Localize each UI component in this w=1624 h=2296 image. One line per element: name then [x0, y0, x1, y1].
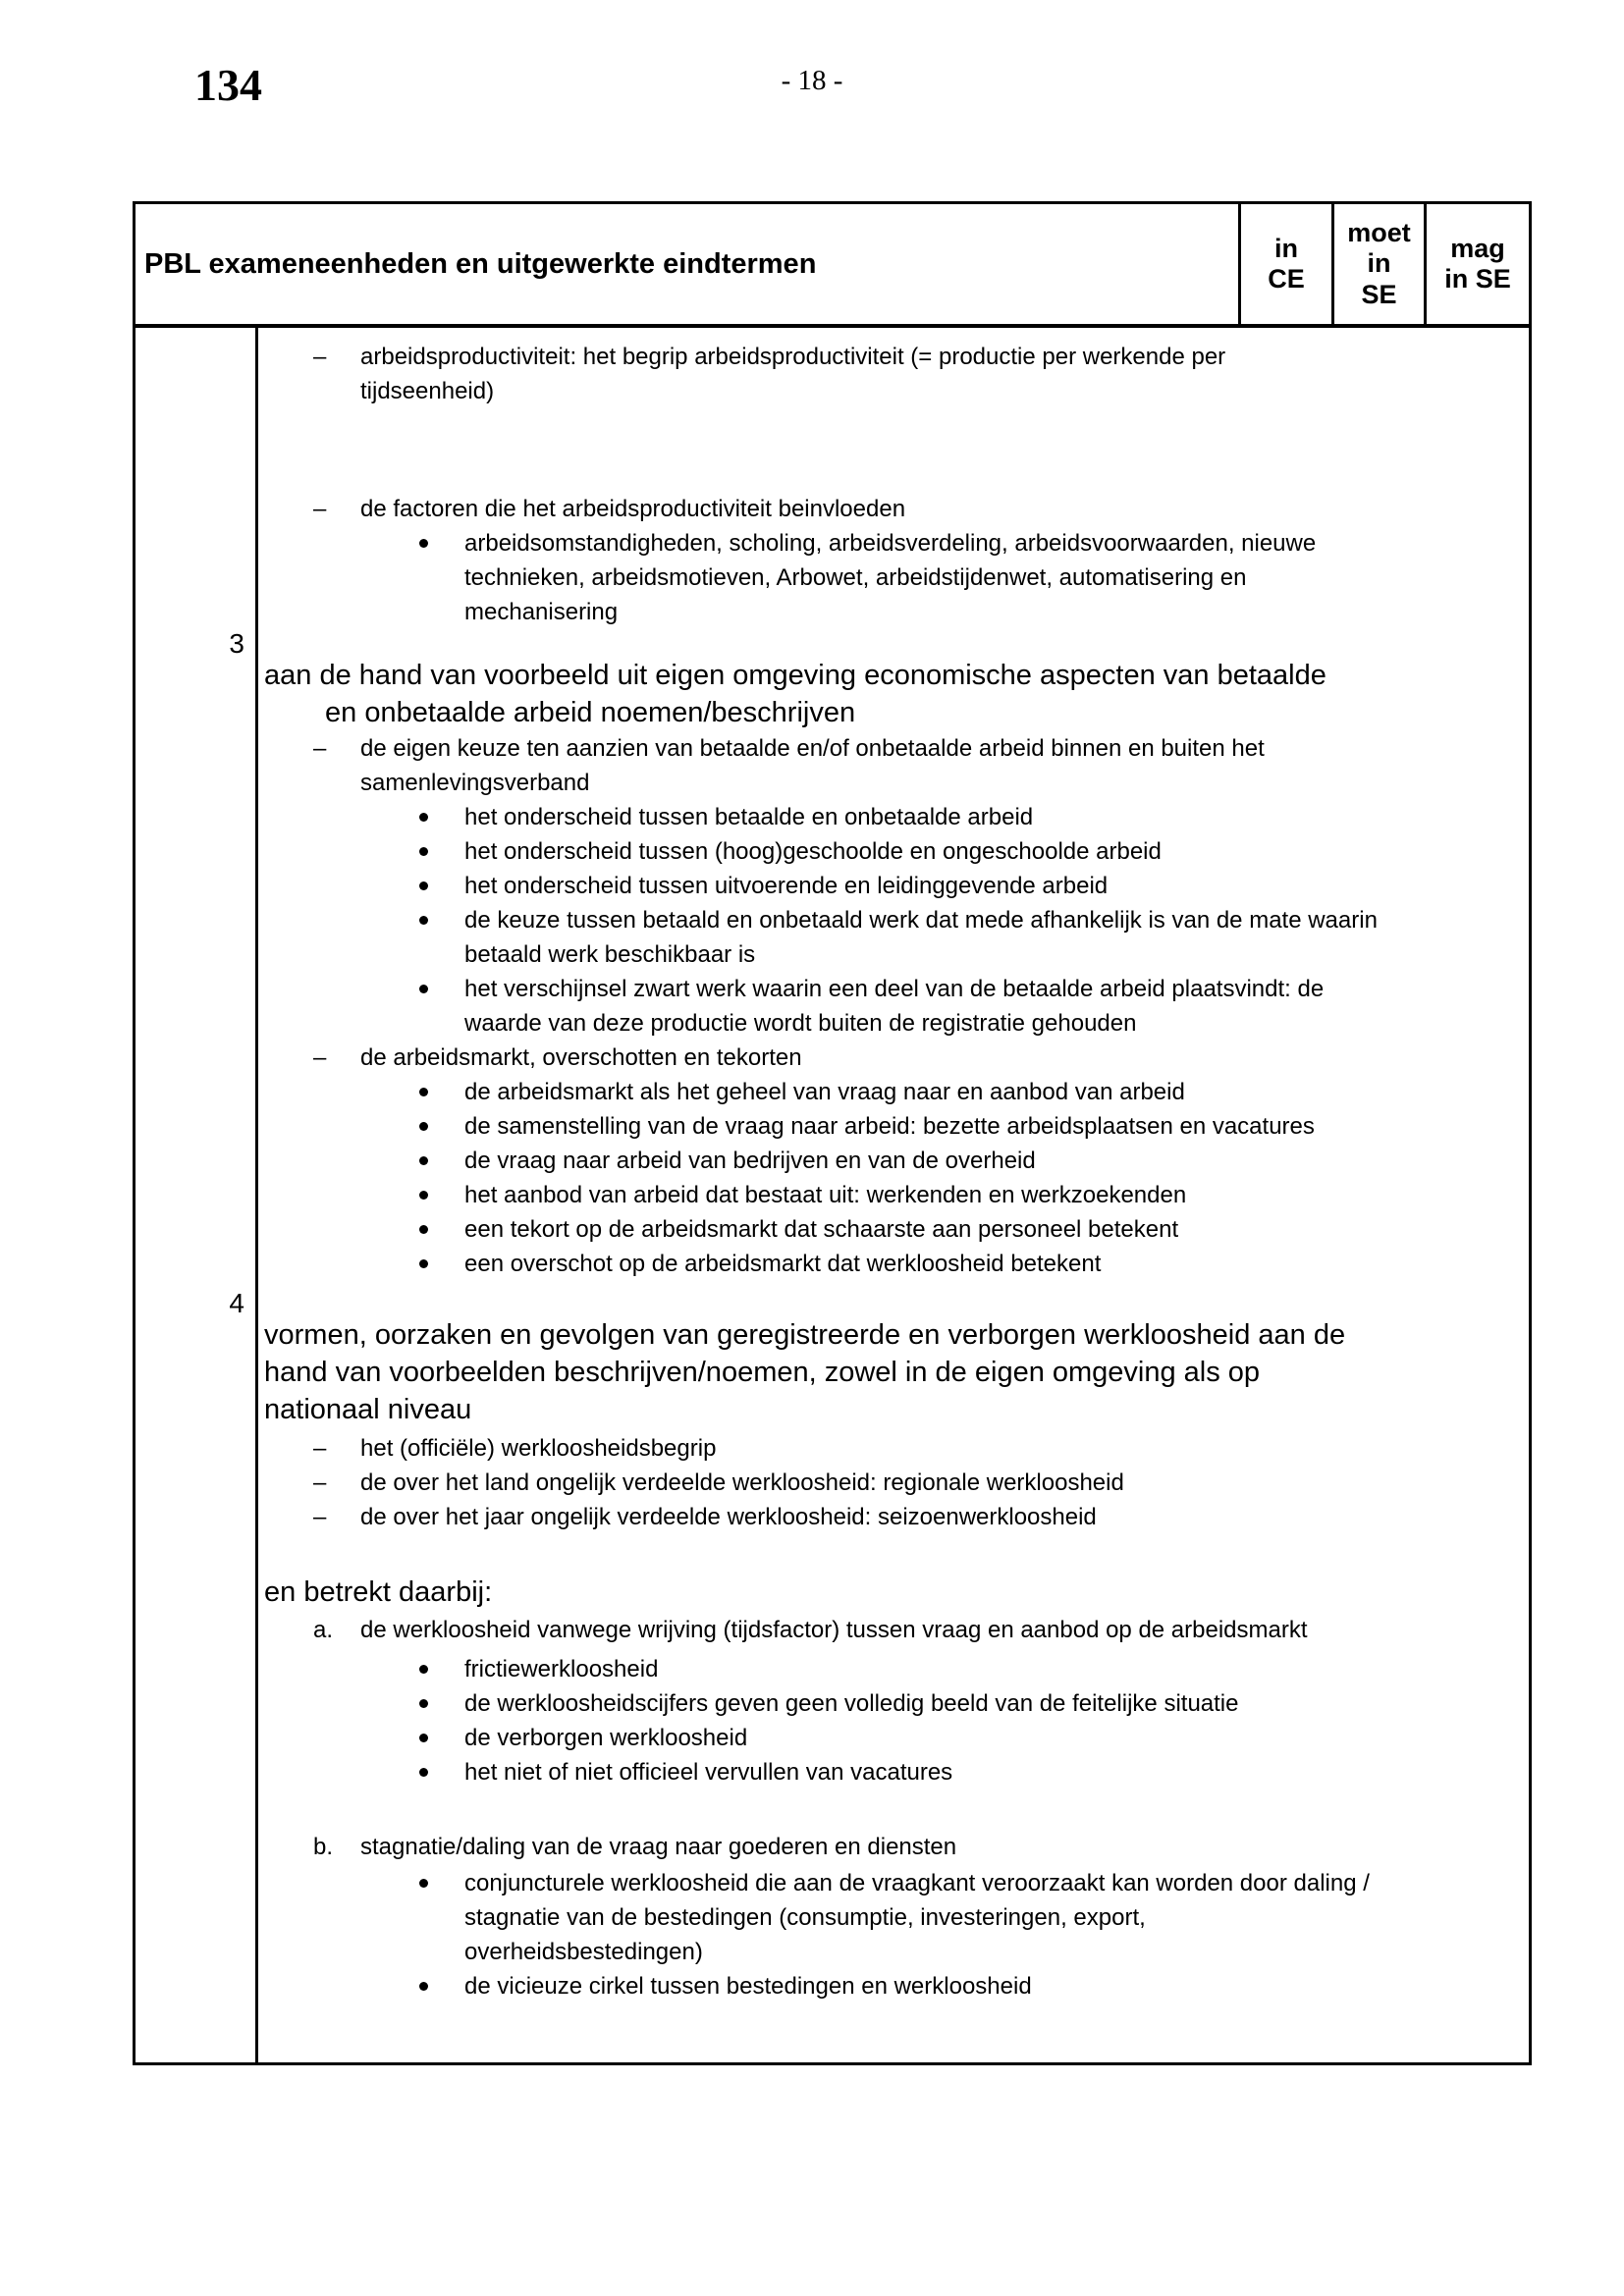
dash-marker: –: [313, 735, 327, 762]
bullet-icon: [419, 1879, 428, 1888]
content-item-head: [229, 628, 1529, 731]
content-item-bullet: [258, 1755, 1529, 1789]
table-header-title: PBL exameneenheden en uitgewerkte eindtermen: [144, 247, 817, 280]
content-item-bullet: [258, 834, 1529, 869]
content-item-head2: [258, 1574, 1529, 1611]
text-line: waarde van deze productie wordt buiten de registratie gehouden: [464, 1010, 1137, 1037]
content-item-letter: [258, 1613, 1529, 1647]
bullet-icon: [419, 1982, 428, 1991]
content-item-head: [229, 1288, 1529, 1428]
text-line: het niet of niet officieel vervullen van vacatures: [464, 1759, 953, 1786]
content-item-dash: [258, 1466, 1529, 1500]
text-line: nationaal niveau: [264, 1394, 472, 1425]
content-item-bullet: [258, 1109, 1529, 1144]
text-line: de arbeidsmarkt als het geheel van vraag naar en aanbod van arbeid: [464, 1079, 1185, 1105]
text-line: aan de hand van voorbeeld uit eigen omgeving economische aspecten van betaalde: [264, 660, 1326, 691]
content-item-bullet: [258, 1144, 1529, 1178]
content-item-bullet: [258, 800, 1529, 834]
text-line: arbeidsomstandigheden, scholing, arbeidsverdeling, arbeidsvoorwaarden, nieuwe: [464, 530, 1317, 557]
bullet-icon: [419, 1088, 428, 1096]
text-line: vormen, oorzaken en gevolgen van geregistreerde en verborgen werkloosheid aan de: [264, 1319, 1346, 1351]
text-line: en betrekt daarbij:: [264, 1576, 493, 1608]
dash-marker: –: [313, 1435, 327, 1462]
content-item-bullet: [258, 1652, 1529, 1686]
bullet-icon: [419, 916, 428, 925]
content-item-dash: [258, 1500, 1529, 1534]
content-item-bullet: [258, 972, 1529, 1041]
bullet-icon: [419, 1156, 428, 1165]
text-line: de vicieuze cirkel tussen bestedingen en werkloosheid: [464, 1973, 1032, 2000]
text-line: betaald werk beschikbaar is: [464, 941, 756, 968]
content-item-bullet: [258, 1212, 1529, 1247]
column-header-mag-in-se: mag in SE: [1424, 204, 1529, 324]
content-item-bullet: [258, 1969, 1529, 2003]
text-line: tijdseenheid): [360, 378, 495, 404]
text-line: het (officiële) werkloosheidsbegrip: [360, 1435, 717, 1462]
content-item-bullet: [258, 526, 1529, 629]
text-line: de eigen keuze ten aanzien van betaalde en/of onbetaalde arbeid binnen en buiten het: [360, 735, 1265, 762]
text-line: een tekort op de arbeidsmarkt dat schaarste aan personeel betekent: [464, 1216, 1179, 1243]
bullet-icon: [419, 1734, 428, 1742]
dash-marker: –: [313, 1504, 327, 1530]
text-line: de samenstelling van de vraag naar arbeid: bezette arbeidsplaatsen en vacatures: [464, 1113, 1315, 1140]
content-item-dash: [258, 1431, 1529, 1466]
text-line: de over het jaar ongelijk verdeelde werkloosheid: seizoenwerkloosheid: [360, 1504, 1097, 1530]
bullet-icon: [419, 1225, 428, 1234]
text-line: mechanisering: [464, 599, 619, 625]
text-line: samenlevingsverband: [360, 770, 590, 796]
bullet-icon: [419, 1191, 428, 1200]
text-line: het onderscheid tussen betaalde en onbetaalde arbeid: [464, 804, 1034, 830]
text-line: het onderscheid tussen (hoog)geschoolde en ongeschoolde arbeid: [464, 838, 1162, 865]
page-header-center: - 18 -: [781, 65, 843, 96]
letter-marker: a.: [313, 1617, 334, 1643]
bullet-icon: [419, 1665, 428, 1674]
content-item-bullet: [258, 1178, 1529, 1212]
content-item-bullet: [258, 1075, 1529, 1109]
text-line: de werkloosheid vanwege wrijving (tijdsfactor) tussen vraag en aanbod op de arbeidsmarkt: [360, 1617, 1308, 1643]
dash-marker: –: [313, 1044, 327, 1071]
page-number: 134: [194, 60, 262, 110]
text-line: een overschot op de arbeidsmarkt dat werkloosheid betekent: [464, 1251, 1102, 1277]
bullet-icon: [419, 1768, 428, 1777]
bullet-icon: [419, 881, 428, 890]
text-line: het onderscheid tussen uitvoerende en leidinggevende arbeid: [464, 873, 1109, 899]
text-line: hand van voorbeelden beschrijven/noemen, zowel in de eigen omgeving als op: [264, 1357, 1261, 1388]
text-line: technieken, arbeidsmotieven, Arbowet, arbeidstijdenwet, automatisering en: [464, 564, 1247, 591]
item-number-column: [135, 328, 258, 2062]
text-line: de keuze tussen betaald en onbetaald werk dat mede afhankelijk is van de mate waarin: [464, 907, 1378, 934]
bullet-icon: [419, 985, 428, 993]
content-item-dash: [258, 492, 1529, 526]
text-line: de over het land ongelijk verdeelde werkloosheid: regionale werkloosheid: [360, 1469, 1124, 1496]
eindtermen-content: [229, 328, 1529, 2062]
dash-marker: –: [313, 496, 327, 522]
bullet-icon: [419, 539, 428, 548]
dash-marker: –: [313, 344, 327, 370]
text-line: frictiewerkloosheid: [464, 1656, 659, 1682]
table-body-row: [135, 328, 1529, 2062]
text-line: de vraag naar arbeid van bedrijven en van de overheid: [464, 1148, 1036, 1174]
text-line: de werkloosheidscijfers geven geen volledig beeld van de feitelijke situatie: [464, 1690, 1239, 1717]
exam-table: [133, 201, 1532, 2065]
content-item-bullet: [258, 1866, 1529, 1969]
text-line: de verborgen werkloosheid: [464, 1725, 748, 1751]
content-item-bullet: [258, 1721, 1529, 1755]
bullet-icon: [419, 1699, 428, 1708]
content-item-dash: [258, 1041, 1529, 1075]
column-header-moet-in-se: moet in SE: [1331, 204, 1424, 324]
bullet-icon: [419, 813, 428, 822]
text-line: het verschijnsel zwart werk waarin een deel van de betaalde arbeid plaatsvindt: de: [464, 976, 1325, 1002]
text-line: de arbeidsmarkt, overschotten en tekorten: [360, 1044, 802, 1071]
text-line: de factoren die het arbeidsproductiviteit beinvloeden: [360, 496, 906, 522]
letter-marker: b.: [313, 1834, 334, 1860]
text-line: conjuncturele werkloosheid die aan de vraagkant veroorzaakt kan worden door daling /: [464, 1870, 1370, 1896]
content-item-dash: [258, 731, 1529, 800]
dash-marker: –: [313, 1469, 327, 1496]
item-number: 4: [229, 1288, 244, 1318]
bullet-icon: [419, 1259, 428, 1268]
text-line: arbeidsproductiviteit: het begrip arbeidsproductiviteit (= productie per werkende per: [360, 344, 1226, 370]
content-item-bullet: [258, 869, 1529, 903]
content-item-bullet: [258, 1686, 1529, 1721]
text-line: en onbetaalde arbeid noemen/beschrijven: [325, 697, 856, 728]
content-item-bullet: [258, 903, 1529, 972]
text-line: overheidsbestedingen): [464, 1939, 703, 1965]
text-line: het aanbod van arbeid dat bestaat uit: werkenden en werkzoekenden: [464, 1182, 1187, 1208]
text-line: stagnatie/daling van de vraag naar goederen en diensten: [360, 1834, 957, 1860]
item-number: 3: [229, 628, 244, 659]
bullet-icon: [419, 1122, 428, 1131]
text-line: stagnatie van de bestedingen (consumptie, investeringen, export,: [464, 1904, 1146, 1931]
table-header-row: [135, 204, 1529, 328]
content-item-letter: [258, 1830, 1529, 1864]
bullet-icon: [419, 847, 428, 856]
column-header-in-ce: in CE: [1238, 204, 1331, 324]
content-item-bullet: [258, 1247, 1529, 1281]
content-item-dash: [258, 340, 1529, 408]
